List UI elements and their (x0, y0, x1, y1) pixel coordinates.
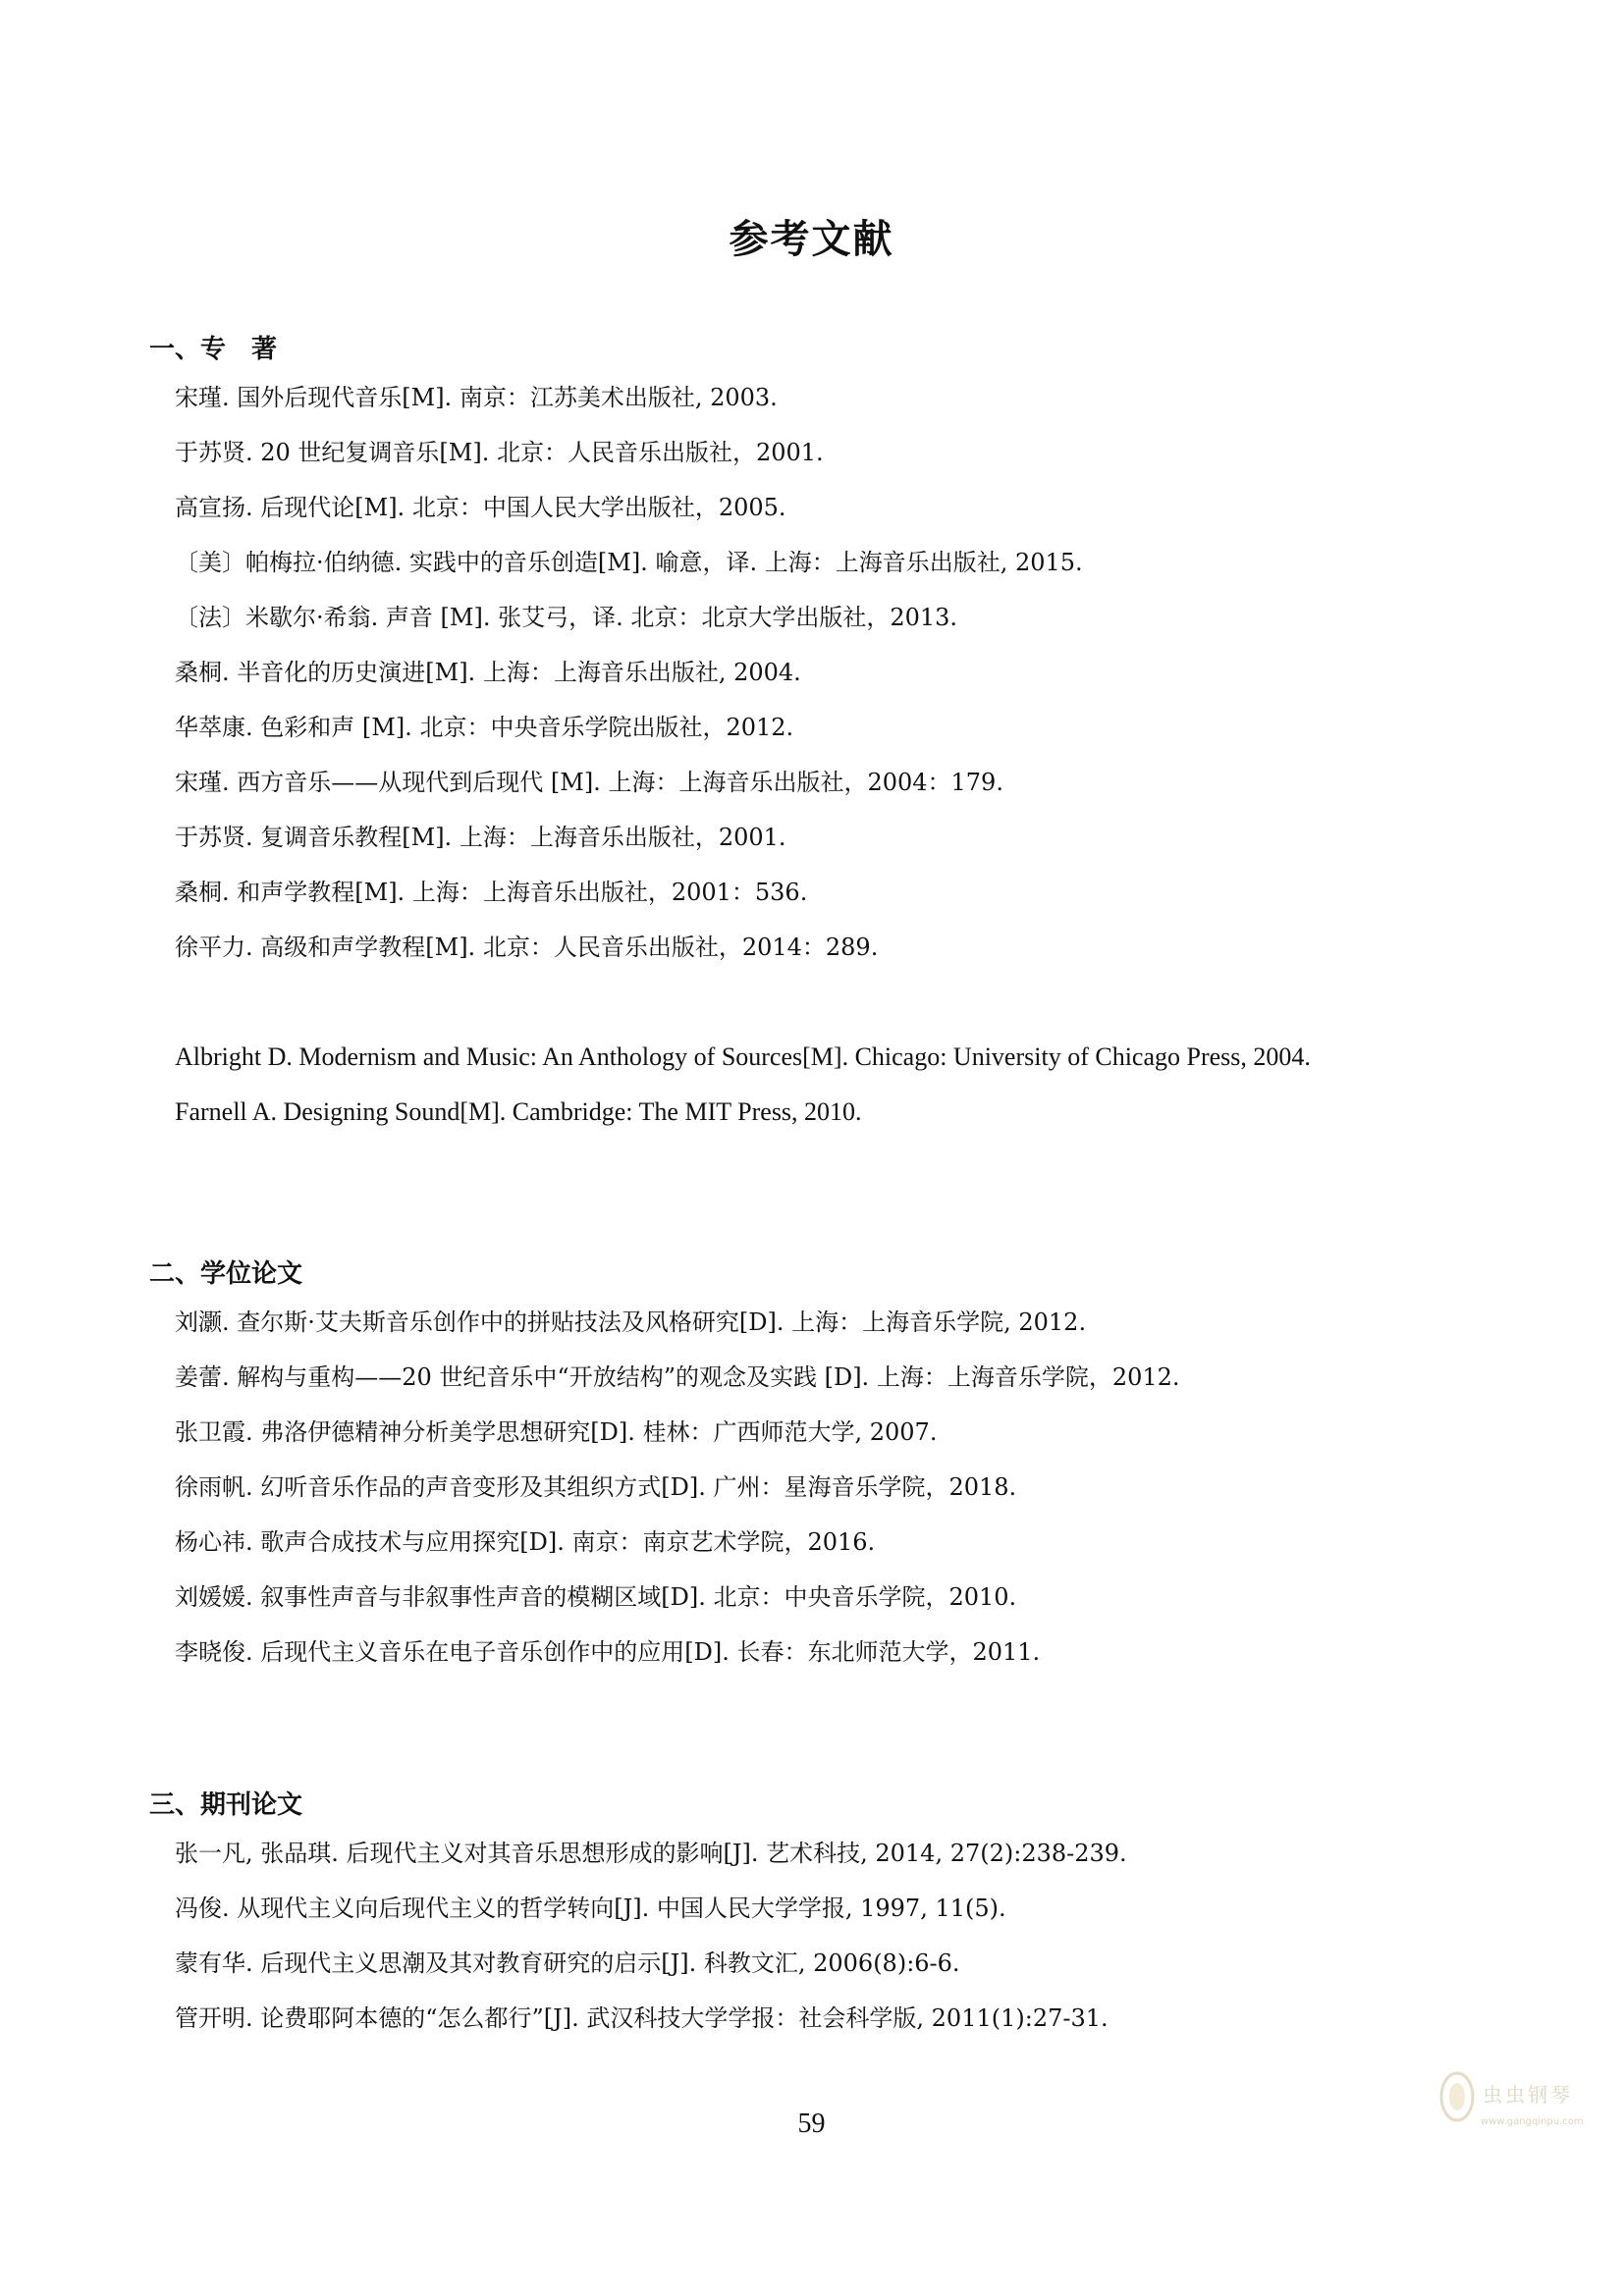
reference-entry: 姜蕾. 解构与重构——20 世纪音乐中“开放结构”的观念及实践 [D]. 上海：上海音乐学院，2012. (175, 1363, 1180, 1391)
section-dissertations (149, 1254, 1505, 1680)
reference-entry: 桑桐. 和声学教程[M]. 上海：上海音乐出版社，2001：536. (175, 879, 808, 906)
reference-list (175, 370, 1505, 975)
reference-entry: 张一凡, 张品琪. 后现代主义对其音乐思想形成的影响[J]. 艺术科技, 2014, 27(2):238-239. (175, 1840, 1127, 1867)
watermark-url: www.gangqinpu.com (1481, 2116, 1584, 2127)
reference-entry: 〔法〕米歇尔·希翁. 声音 [M]. 张艾弓，译. 北京：北京大学出版社，2013. (175, 604, 958, 631)
reference-entry: 宋瑾. 西方音乐——从现代到后现代 [M]. 上海：上海音乐出版社，2004：179. (175, 769, 1003, 796)
reference-list-english (175, 1030, 1505, 1140)
reference-entry: 桑桐. 半音化的历史演进[M]. 上海：上海音乐出版社, 2004. (175, 659, 801, 686)
watermark-name: 虫虫钢琴 (1483, 2083, 1573, 2107)
reference-entry-english: Farnell A. Designing Sound[M]. Cambridge: The MIT Press, 2010. (175, 1097, 862, 1126)
reference-entry: 〔美〕帕梅拉·伯纳德. 实践中的音乐创造[M]. 喻意，译. 上海：上海音乐出版社, 2015. (175, 549, 1083, 576)
reference-entry: 徐雨帆. 幻听音乐作品的声音变形及其组织方式[D]. 广州：星海音乐学院，2018. (175, 1473, 1017, 1501)
reference-entry: 高宣扬. 后现代论[M]. 北京：中国人民大学出版社，2005. (175, 494, 786, 521)
reference-entry: 宋瑾. 国外后现代音乐[M]. 南京：江苏美术出版社, 2003. (175, 384, 778, 411)
reference-list (175, 1826, 1505, 2046)
reference-entry: 杨心祎. 歌声合成技术与应用探究[D]. 南京：南京艺术学院，2016. (175, 1528, 876, 1556)
reference-entry: 冯俊. 从现代主义向后现代主义的哲学转向[J]. 中国人民大学学报, 1997, 11(5). (175, 1895, 1006, 1922)
reference-entry: 刘媛媛. 叙事性声音与非叙事性声音的模糊区域[D]. 北京：中央音乐学院，2010. (175, 1583, 1017, 1611)
section-heading: 二、学位论文 (149, 1259, 303, 1289)
reference-entry: 华萃康. 色彩和声 [M]. 北京：中央音乐学院出版社，2012. (175, 714, 794, 741)
watermark-logo-icon (1435, 2067, 1479, 2126)
reference-entry: 张卫霞. 弗洛伊德精神分析美学思想研究[D]. 桂林：广西师范大学, 2007. (175, 1418, 938, 1446)
reference-entry-english: Albright D. Modernism and Music: An Anthology of Sources[M]. Chicago: University of Chicago Press, 2004. (175, 1042, 1311, 1071)
section-monographs (149, 329, 1505, 1140)
section-heading: 一、专 著 (149, 335, 278, 364)
reference-entry: 刘灏. 查尔斯·艾夫斯音乐创作中的拼贴技法及风格研究[D]. 上海：上海音乐学院, 2012. (175, 1308, 1087, 1336)
watermark (1435, 2067, 1593, 2156)
reference-entry: 李晓俊. 后现代主义音乐在电子音乐创作中的应用[D]. 长春：东北师范大学，2011. (175, 1638, 1041, 1666)
reference-list (175, 1295, 1505, 1680)
page-number: 59 (797, 2109, 826, 2139)
section-heading: 三、期刊论文 (149, 1790, 303, 1820)
reference-entry: 徐平力. 高级和声学教程[M]. 北京：人民音乐出版社，2014：289. (175, 934, 879, 961)
section-journal-articles (149, 1785, 1505, 2046)
reference-entry: 蒙有华. 后现代主义思潮及其对教育研究的启示[J]. 科教文汇, 2006(8):6-6. (175, 1949, 960, 1977)
reference-entry: 于苏贤. 20 世纪复调音乐[M]. 北京：人民音乐出版社，2001. (175, 439, 824, 466)
reference-entry: 于苏贤. 复调音乐教程[M]. 上海：上海音乐出版社，2001. (175, 824, 786, 851)
reference-entry: 管开明. 论费耶阿本德的“怎么都行”[J]. 武汉科技大学学报：社会科学版, 2011(1):27-31. (175, 2004, 1109, 2032)
page-title: 参考文献 (729, 217, 894, 262)
